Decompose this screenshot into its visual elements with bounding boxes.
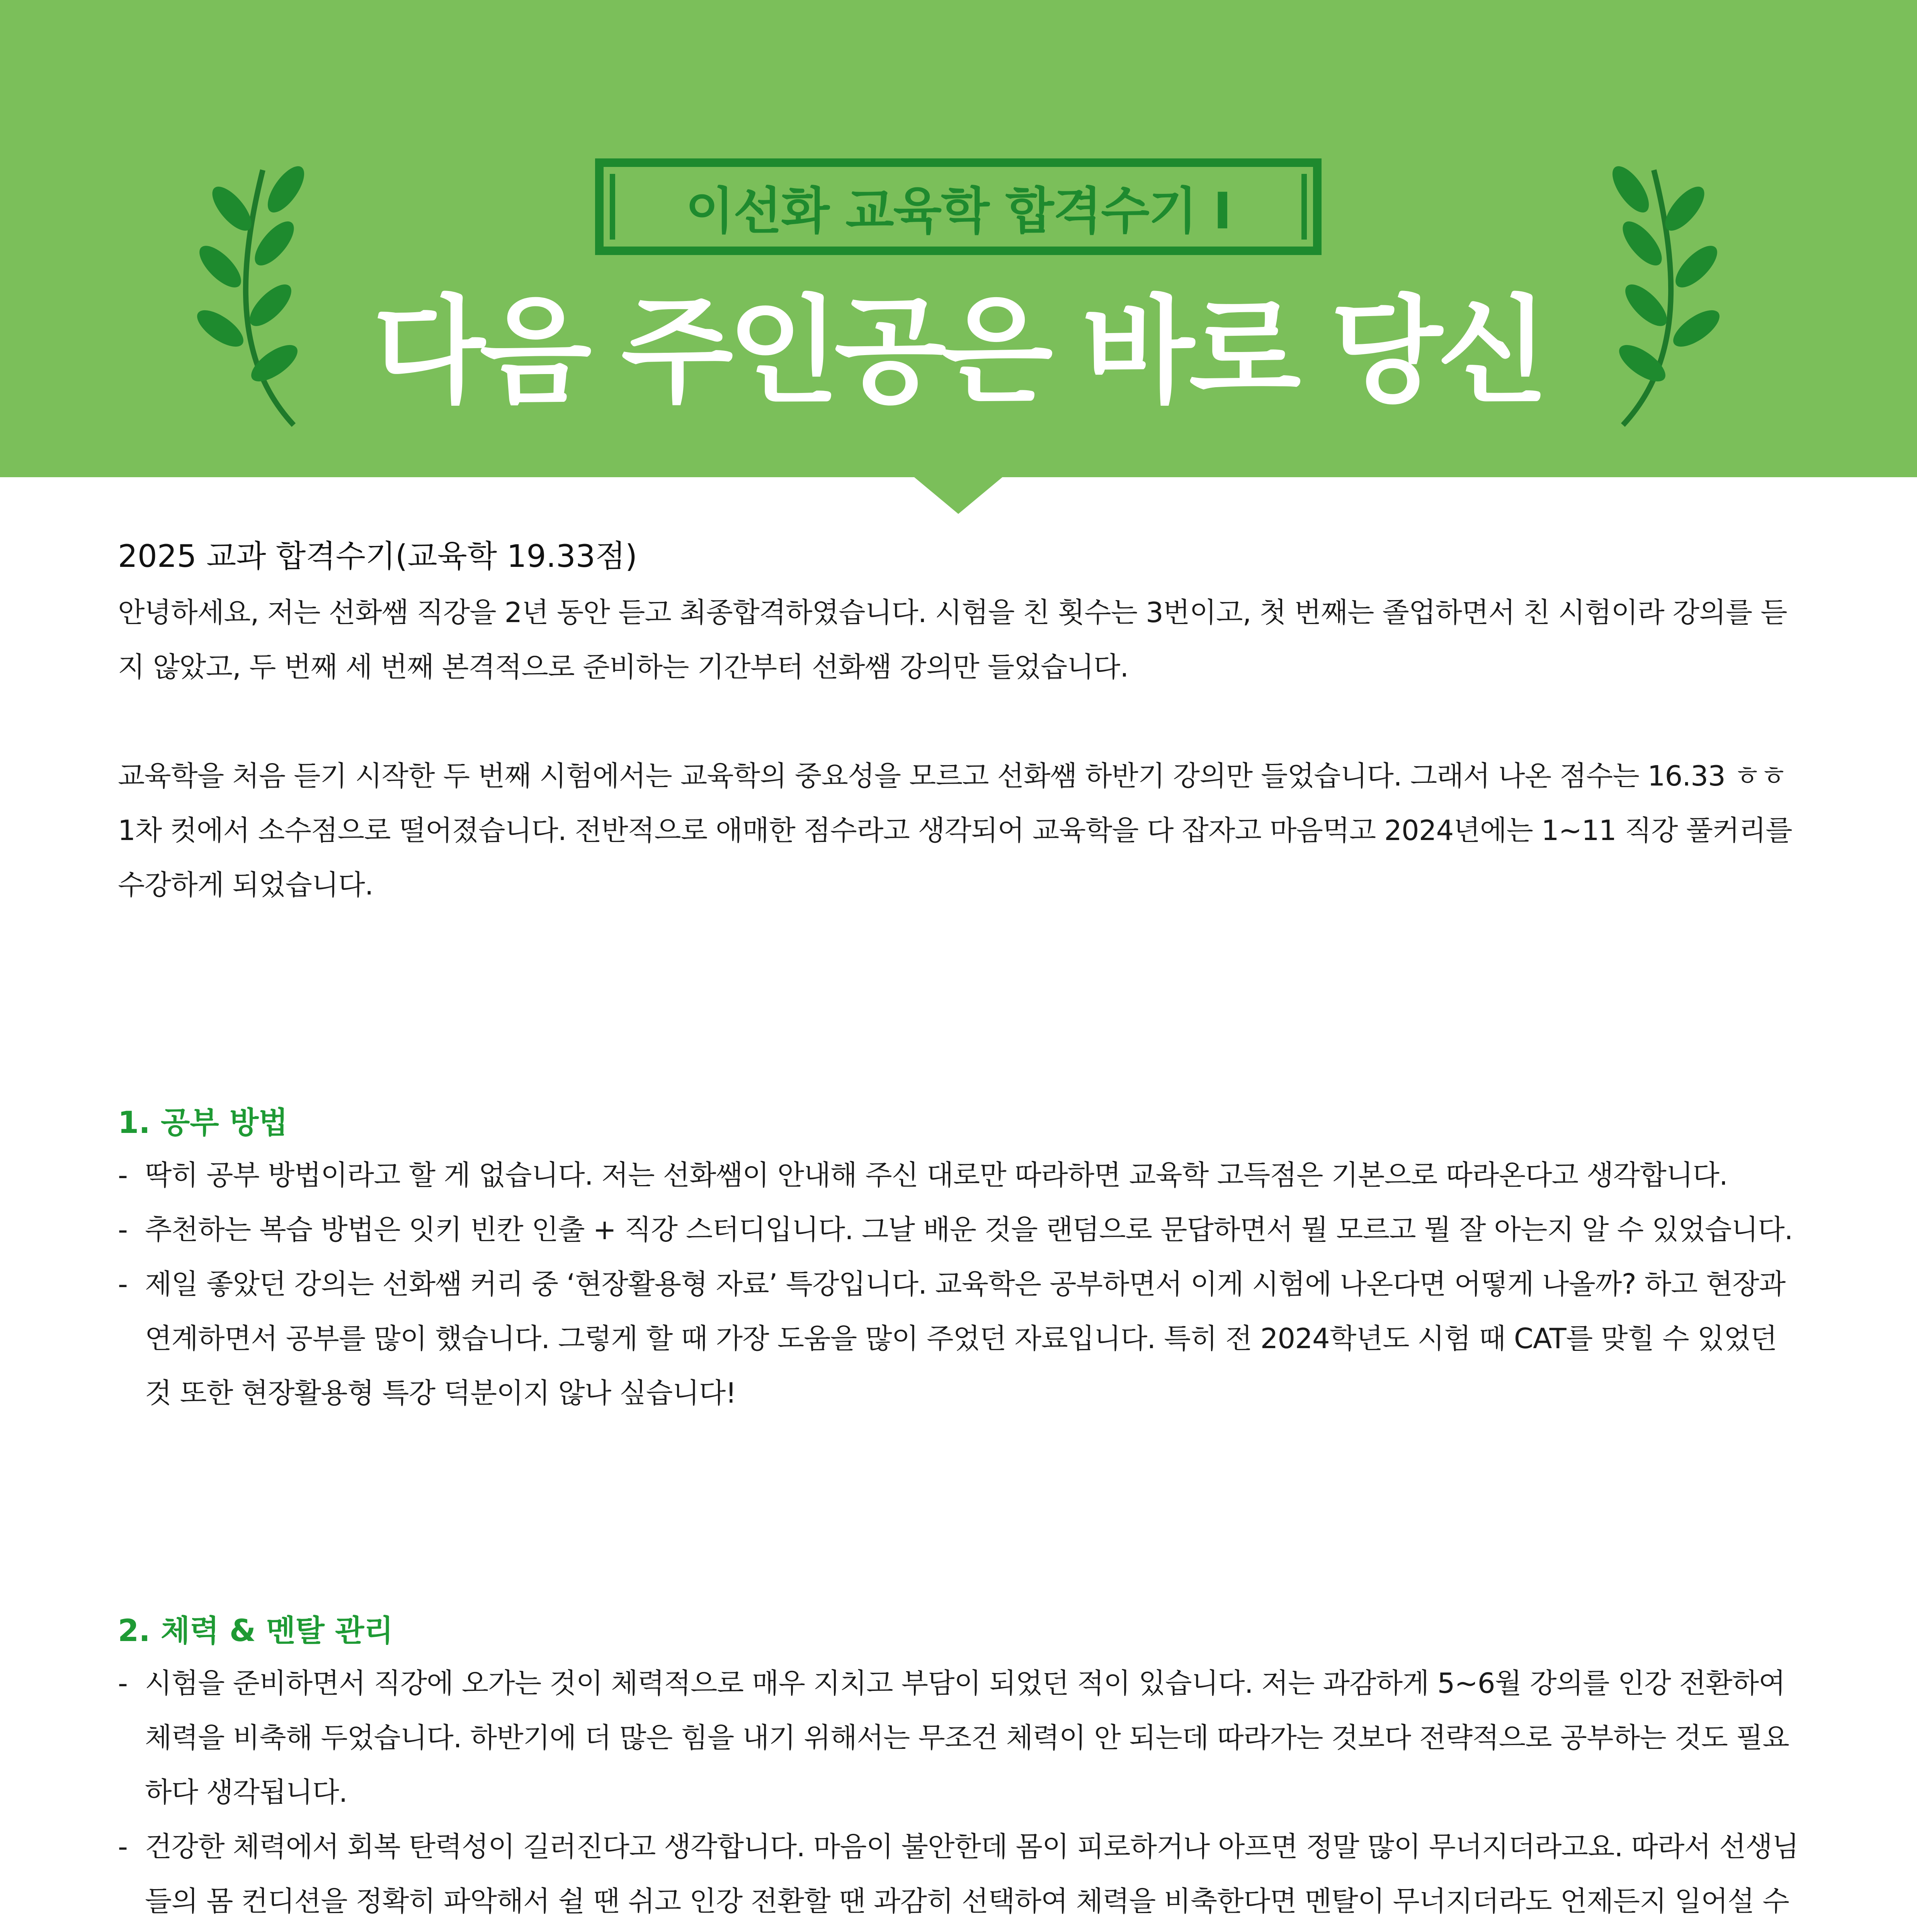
- series-title: 이선화 교육학 합격수기 Ⅰ: [685, 181, 1231, 240]
- intro-paragraph-2: 교육학을 처음 듣기 시작한 두 번째 시험에서는 교육학의 중요성을 모르고 선화쌤 하반기 강의만 들었습니다. 그래서 나온 점수는 16.33 ㅎㅎ 1차 컷에서 소수점으로 떨어졌습니다. 전반적으로 애매한 점수라고 생각되어 교육학을 다 잡자고 마음먹고 2024년에는 1~11 직강 풀커리를 수강하게 되었습니다.: [118, 760, 1792, 901]
- header-banner: [0, 0, 1917, 477]
- section-heading-study: 1. 공부 방법: [118, 1105, 288, 1140]
- intro-paragraph-1: 안녕하세요, 저는 선화쌤 직강을 2년 동안 듣고 최종합격하였습니다. 시험을 친 횟수는 3번이고, 첫 번째는 졸업하면서 친 시험이라 강의를 듣지 않았고, 두 번째 세 번째 본격적으로 준비하는 기간부터 선화쌤 강의만 들었습니다.: [118, 596, 1787, 683]
- main-title: 다음 주인공은 바로 당신: [373, 284, 1544, 419]
- series-title-box: [595, 158, 1322, 255]
- list-item: - 추천하는 복습 방법은 잇키 빈칸 인출 + 직강 스터디입니다. 그날 배운 것을 랜덤으로 문답하면서 뭘 모르고 뭘 잘 아는지 알 수 있었습니다.: [118, 1202, 1799, 1257]
- list-item: - 제일 좋았던 강의는 선화쌤 커리 중 ‘현장활용형 자료’ 특강입니다. 교육학은 공부하면서 이게 시험에 나온다면 어떻게 나올까? 하고 현장과 연계하면서 공부를 많이 했습니다. 그렇게 할 때 가장 도움을 많이 주었던 자료입니다. 특히 전 2024학년도 시험 때 CAT를 맞힐 수 있었던 것 또한 현장활용형 특강 덕분이지 않나 싶습니다!: [118, 1257, 1799, 1420]
- document-title: 2025 교과 합격수기(교육학 19.33점): [118, 538, 638, 574]
- list-item: - 시험을 준비하면서 직강에 오가는 것이 체력적으로 매우 지치고 부담이 되었던 적이 있습니다. 저는 과감하게 5~6월 강의를 인강 전환하여 체력을 비축해 두었습니다. 하반기에 더 많은 힘을 내기 위해서는 무조건 체력이 안 되는데 따라가는 것보다 전략적으로 공부하는 것도 필요하다 생각됩니다.: [118, 1656, 1799, 1820]
- list-item: - 딱히 공부 방법이라고 할 게 없습니다. 저는 선화쌤이 안내해 주신 대로만 따라하면 교육학 고득점은 기본으로 따라온다고 생각합니다.: [118, 1148, 1799, 1202]
- header-notch: [912, 475, 1005, 514]
- document-body: [118, 533, 1799, 1932]
- study-bullets: [118, 1148, 1799, 1420]
- list-item: - 건강한 체력에서 회복 탄력성이 길러진다고 생각합니다. 마음이 불안한데 몸이 피로하거나 아프면 정말 많이 무너지더라고요. 따라서 선생님들의 몸 컨디션을 정확히 파악해서 쉴 땐 쉬고 인강 전환할 땐 과감히 선택하여 체력을 비축한다면 멘탈이 무너지더라도 언제든지 일어설 수: [118, 1820, 1799, 1932]
- health-bullets: [118, 1656, 1799, 1932]
- section-heading-health: 2. 체력 & 멘탈 관리: [118, 1614, 393, 1648]
